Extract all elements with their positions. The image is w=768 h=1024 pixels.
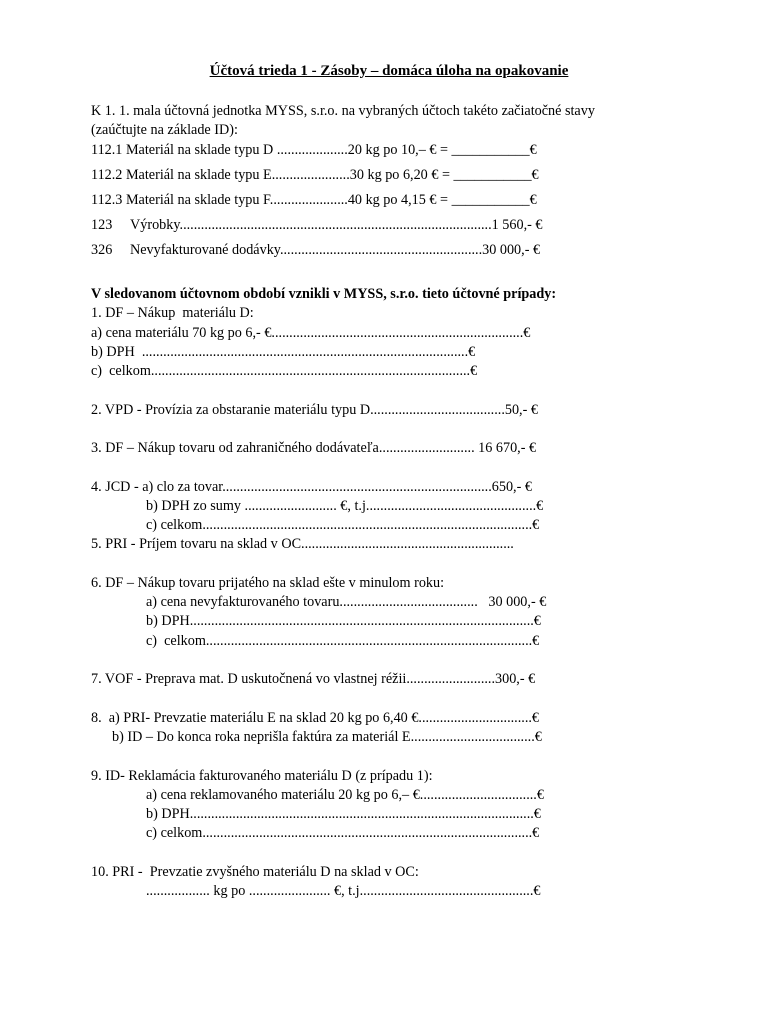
case-8-a: 8. a) PRI- Prevzatie materiálu E na sklad 20 kg po 6,40 €................................€ xyxy=(91,710,540,726)
case-5: 5. PRI - Príjem tovaru na sklad v OC............................................................ xyxy=(91,536,514,552)
case-9-c: c) celkom.............................................................................................€ xyxy=(146,825,540,841)
account-code-326: 326 xyxy=(91,242,113,258)
case-6-b: b) DPH.................................................................................................€ xyxy=(146,613,541,629)
case-10-a: .................. kg po ....................... €, t.j.................................................€ xyxy=(146,883,541,899)
case-9-a: a) cena reklamovaného materiálu 20 kg po 6,– €.................................€ xyxy=(146,787,544,803)
case-2: 2. VPD - Provízia za obstaranie materiálu typu D......................................50,- € xyxy=(91,402,538,418)
case-8-b: b) ID – Do konca roka neprišla faktúra za materiál E...................................€ xyxy=(112,729,542,745)
case-4-b: b) DPH zo sumy .......................... €, t.j................................................€ xyxy=(146,498,544,514)
intro-line-2: (zaúčtujte na základe ID): xyxy=(91,122,238,138)
case-10-title: 10. PRI - Prevzatie zvyšného materiálu D na sklad v OC: xyxy=(91,864,419,880)
account-text-123: Výrobky........................................................................................1 560,- € xyxy=(130,217,543,233)
account-code-123: 123 xyxy=(91,217,113,233)
case-1-a: a) cena materiálu 70 kg po 6,- €.......................................................................€ xyxy=(91,325,531,341)
case-1-title: 1. DF – Nákup materiálu D: xyxy=(91,305,254,321)
intro-row-112-3: 112.3 Materiál na sklade typu F......................40 kg po 4,15 € = ___________€ xyxy=(91,192,537,208)
case-6-title: 6. DF – Nákup tovaru prijatého na sklad ešte v minulom roku: xyxy=(91,575,445,591)
intro-line-1: K 1. 1. mala účtovná jednotka MYSS, s.r.o. na vybraných účtoch takéto začiatočné stavy xyxy=(91,103,595,119)
account-text-326: Nevyfakturované dodávky.........................................................30 000,- € xyxy=(130,242,541,258)
case-3: 3. DF – Nákup tovaru od zahraničného dodávateľa........................... 16 670,- € xyxy=(91,440,537,456)
document-title: Účtová trieda 1 - Zásoby – domáca úloha na opakovanie xyxy=(209,63,569,79)
case-6-c: c) celkom............................................................................................€ xyxy=(146,633,540,649)
case-4-c: c) celkom.............................................................................................€ xyxy=(146,517,540,533)
intro-row-112-1: 112.1 Materiál na sklade typu D ....................20 kg po 10,– € = ___________€ xyxy=(91,142,537,158)
case-4-a: 4. JCD - a) clo za tovar............................................................................650,- € xyxy=(91,479,532,495)
case-9-b: b) DPH.................................................................................................€ xyxy=(146,806,541,822)
case-7: 7. VOF - Preprava mat. D uskutočnená vo vlastnej réžii.........................300,- € xyxy=(91,671,536,687)
intro-row-112-2: 112.2 Materiál na sklade typu E......................30 kg po 6,20 € = ___________€ xyxy=(91,167,539,183)
case-1-b: b) DPH ............................................................................................€ xyxy=(91,344,476,360)
section-heading: V sledovanom účtovnom období vznikli v MYSS, s.r.o. tieto účtovné prípady: xyxy=(91,286,557,302)
case-9-title: 9. ID- Reklamácia fakturovaného materiálu D (z prípadu 1): xyxy=(91,768,433,784)
case-6-a: a) cena nevyfakturovaného tovaru....................................... 30 000,- € xyxy=(146,594,547,610)
case-1-c: c) celkom..........................................................................................€ xyxy=(91,363,478,379)
